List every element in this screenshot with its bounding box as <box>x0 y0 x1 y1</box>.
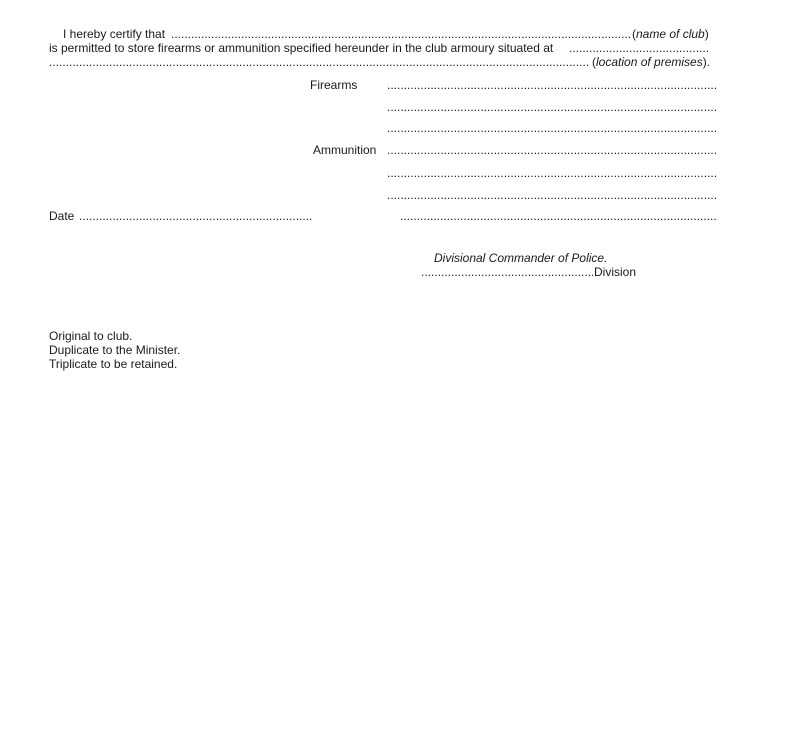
club-name-dotted-field[interactable] <box>171 27 630 41</box>
division-dotted-field[interactable] <box>421 265 593 279</box>
permission-statement: is permitted to store firearms or ammunition specified hereunder in the club armoury situated at <box>49 41 554 55</box>
premises-caption: (location of premises). <box>592 55 711 69</box>
certify-prefix: I hereby certify that <box>63 27 166 41</box>
distribution-duplicate: Duplicate to the Minister. <box>49 343 181 357</box>
division-label: Division <box>594 265 637 279</box>
date-dotted-field[interactable] <box>79 209 312 223</box>
ammunition-line-3[interactable] <box>387 188 718 202</box>
firearms-label: Firearms <box>310 78 358 92</box>
ammunition-line-1[interactable] <box>387 143 718 157</box>
armoury-location-dotted-field[interactable] <box>569 41 708 55</box>
distribution-triplicate: Triplicate to be retained. <box>49 357 178 371</box>
firearms-line-3[interactable] <box>387 121 718 135</box>
firearms-line-1[interactable] <box>387 78 718 92</box>
signatory-title: Divisional Commander of Police. <box>434 251 608 265</box>
distribution-original: Original to club. <box>49 329 133 343</box>
premises-dotted-field[interactable] <box>49 55 590 69</box>
ammunition-line-2[interactable] <box>387 166 718 180</box>
date-label: Date <box>49 209 75 223</box>
ammunition-label: Ammunition <box>313 143 377 157</box>
distribution-list <box>49 329 180 371</box>
signature-dotted-field[interactable] <box>400 209 718 223</box>
club-name-caption: (name of club) <box>632 27 709 41</box>
firearms-line-2[interactable] <box>387 100 718 114</box>
